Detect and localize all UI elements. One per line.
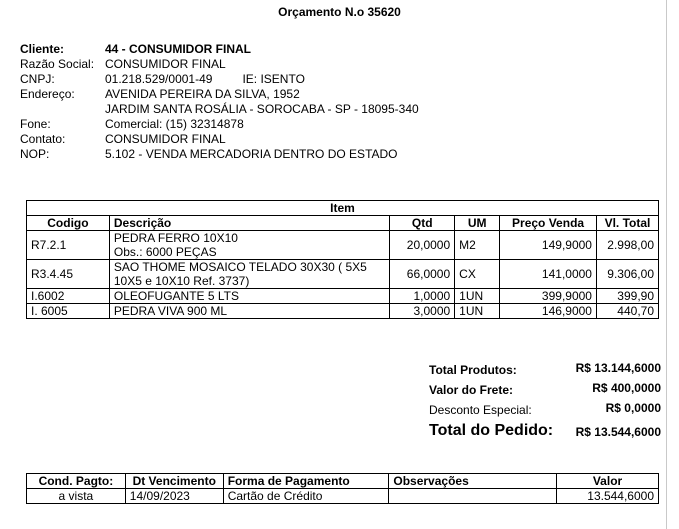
col-preco: Preço Venda [500,216,597,231]
item-descricao: OLEOFUGANTE 5 LTS [109,289,389,304]
item-preco: 141,0000 [500,260,597,289]
pay-obs [389,489,557,504]
item-total: 440,70 [596,304,658,319]
table-row [27,489,659,504]
col-qtd: Qtd [390,216,455,231]
total-produtos-value: R$ 13.144,6000 [575,361,661,375]
items-caption-row [27,201,659,216]
pay-forma: Cartão de Crédito [223,489,389,504]
fone-value: Comercial: (15) 32314878 [105,117,244,131]
razao-label: Razão Social: [20,57,95,71]
valor-frete-value: R$ 400,0000 [592,381,661,395]
item-qtd: 20,0000 [390,231,455,260]
page-edge-line [666,0,667,529]
col-codigo: Codigo [27,216,110,231]
total-produtos-row [429,360,664,380]
item-qtd: 3,0000 [390,304,455,319]
item-total: 9.306,00 [596,260,658,289]
item-codigo: I. 6005 [27,304,110,319]
col-observacoes: Observações [389,474,557,489]
item-desc-line-1: PEDRA FERRO 10X10 [113,231,238,245]
col-total: Vl. Total [596,216,658,231]
total-pedido-value: R$ 13.544,6000 [575,425,661,439]
total-pedido-row [429,420,664,446]
item-desc-line-2: Obs.: 6000 PEÇAS [113,245,217,259]
payment-header-row [27,474,659,489]
contato-label: Contato: [20,132,66,146]
item-qtd: 1,0000 [390,289,455,304]
item-codigo: R7.2.1 [27,231,110,260]
col-um: UM [455,216,500,231]
client-value: 44 - CONSUMIDOR FINAL [105,42,252,56]
endereco-label: Endereço: [20,87,75,101]
col-forma-pagamento: Forma de Pagamento [223,474,389,489]
item-total: 399,90 [596,289,658,304]
pay-vencimento: 14/09/2023 [125,489,223,504]
col-valor: Valor [557,474,659,489]
endereco-line-2: JARDIM SANTA ROSÁLIA - SOROCABA - SP - 18095-340 [105,102,419,116]
item-preco: 146,9000 [500,304,597,319]
item-descricao [109,231,389,260]
cnpj-value: 01.218.529/0001-49 [105,72,213,86]
items-table [26,200,659,319]
item-descricao: PEDRA VIVA 900 ML [109,304,389,319]
item-descricao [109,260,389,289]
payment-table [26,473,659,504]
valor-frete-row [429,380,664,400]
item-preco: 149,9000 [500,231,597,260]
nop-label: NOP: [20,147,50,161]
totals-block [429,360,664,446]
items-caption: Item [27,201,659,216]
table-row [27,260,659,289]
valor-frete-label: Valor do Frete: [429,383,514,397]
col-cond-pagto: Cond. Pagto: [27,474,126,489]
table-row [27,304,659,319]
items-header-row [27,216,659,231]
pay-valor: 13.544,6000 [557,489,659,504]
document-title: Orçamento N.o 35620 [278,5,401,19]
nop-value: 5.102 - VENDA MERCADORIA DENTRO DO ESTADO [105,147,398,161]
contato-value: CONSUMIDOR FINAL [105,132,226,146]
razao-value: CONSUMIDOR FINAL [105,57,226,71]
total-pedido-label: Total do Pedido: [429,422,554,439]
table-row [27,289,659,304]
item-codigo: R3.4.45 [27,260,110,289]
item-qtd: 66,0000 [390,260,455,289]
fone-label: Fone: [20,117,51,131]
desconto-label: Desconto Especial: [429,403,532,417]
client-label: Cliente: [20,42,65,56]
total-produtos-label: Total Produtos: [429,363,517,377]
ie-value: IE: ISENTO [242,72,305,86]
item-um: 1UN [455,289,500,304]
pay-cond: a vista [27,489,126,504]
item-um: 1UN [455,304,500,319]
item-total: 2.998,00 [596,231,658,260]
item-desc-line-1: SAO THOME MOSAICO TELADO 30X30 ( 5X5 [113,260,367,274]
item-desc-line-2: 10X5 e 10X10 Ref. 3737) [113,274,250,288]
item-preco: 399,9000 [500,289,597,304]
item-um: M2 [455,231,500,260]
item-um: CX [455,260,500,289]
col-dt-vencimento: Dt Vencimento [125,474,223,489]
col-descricao: Descrição [109,216,389,231]
table-row [27,231,659,260]
desconto-row [429,400,664,420]
cnpj-label: CNPJ: [20,72,55,86]
desconto-value: R$ 0,0000 [605,401,661,415]
item-codigo: I.6002 [27,289,110,304]
endereco-line-1: AVENIDA PEREIRA DA SILVA, 1952 [105,87,300,101]
